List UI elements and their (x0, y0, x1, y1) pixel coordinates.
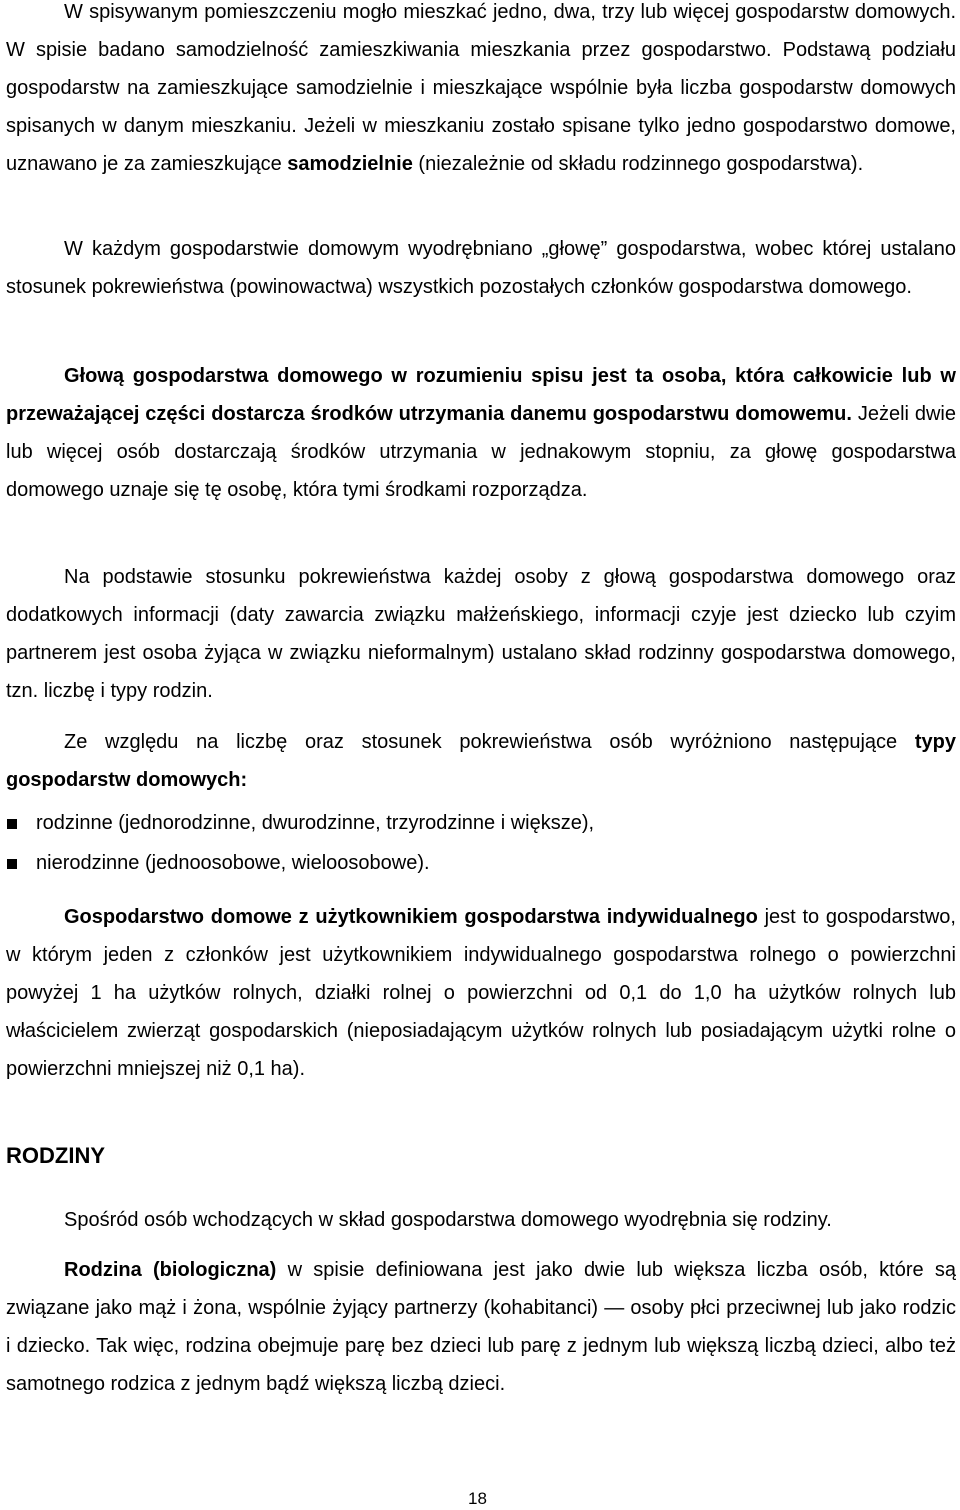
paragraph-farm-household (6, 898, 956, 1088)
bold-term-samodzielnie: samodzielnie (287, 153, 413, 175)
household-types-list (6, 804, 956, 882)
paragraph-head-definition (6, 357, 956, 509)
paragraph-head-of-household: W każdym gospodarstwie domowym wyodrębniano „głowę” gospodarstwa, wobec której ustalano stosunek pokrewieństwa (powinowactwa) wszystkich pozostałych członków gospodarstwa domowego. (6, 238, 956, 298)
paragraph-family-definition (6, 1251, 956, 1403)
bold-household-types: typy gospodarstw domowych: (6, 731, 956, 791)
bold-farm-household: Gospodarstwo domowe z użytkownikiem gospodarstwa indywidualnego (64, 906, 758, 928)
paragraph-text: W spisywanym pomieszczeniu mogło mieszkać jedno, dwa, trzy lub więcej gospodarstw domowych. W spisie badano samodzielność zamieszkiwania mieszkania przez gospodarstwo. Podstawą podziału gospodarstw na zamieszkujące samodzielnie i mieszkające wspólnie była liczba gospodarstw domowych spisanych w danym mieszkaniu. Jeżeli w mieszkaniu zostało spisane tylko jedno gospodarstwo domowe, uznawano je za zamieszkujące (6, 1, 956, 175)
bold-head-definition: Głową gospodarstwa domowego w rozumieniu spisu jest ta osoba, która całkowicie lub w przeważającej części dostarcza środków utrzymania danemu gospodarstwu domowemu. (6, 365, 956, 425)
paragraph-family-composition: Na podstawie stosunku pokrewieństwa każdej osoby z głową gospodarstwa domowego oraz dodatkowych informacji (daty zawarcia związku małżeńskiego, informacji czyje jest dziecko lub czyim partnerem jest osoba żyjąca w związku nieformalnym) ustalano skład rodzinny gospodarstwa domowego, tzn. liczbę i typy rodzin. (6, 566, 956, 702)
paragraph-text: w spisie definiowana jest jako dwie lub większa liczba osób, które są związane jako mąż i żona, wspólnie żyjący partnerzy (kohabitanci) — osoby płci przeciwnej lub jako rodzic i dziecko. Tak więc, rodzina obejmuje parę bez dzieci lub parę z jednym lub większą liczbą dzieci, albo też samotnego rodzica z jednym bądź większą liczbą dzieci. (6, 1259, 956, 1395)
list-item-text: nierodzinne (jednoosobowe, wieloosobowe). (36, 852, 430, 874)
paragraph-families-intro: Spośród osób wchodzących w skład gospodarstwa domowego wyodrębnia się rodziny. (64, 1209, 832, 1231)
square-bullet-icon (7, 819, 17, 829)
bold-family-term: Rodzina (biologiczna) (64, 1259, 277, 1281)
list-item (6, 804, 956, 842)
paragraph-text: jest to gospodarstwo, w którym jeden z członków jest użytkownikiem indywidualnego gospodarstwa rolnego o powierzchni powyżej 1 ha użytków rolnych, działki rolnej o powierzchni od 0,1 do 1,0 ha użytków rolnych lub właścicielem zwierząt gospodarskich (nieposiadającym użytków rolnych lub posiadającym użytki rolne o powierzchni mniejszej niż 0,1 ha). (6, 906, 956, 1080)
square-bullet-icon (7, 859, 17, 869)
paragraph-household-types (6, 723, 956, 799)
paragraph-text: Ze względu na liczbę oraz stosunek pokrewieństwa osób wyróżniono następujące (64, 731, 915, 753)
paragraph-text: Jeżeli dwie lub więcej osób dostarczają środków utrzymania w jednakowym stopniu, za głowę gospodarstwa domowego uznaje się tę osobę, która tymi środkami rozporządza. (6, 403, 956, 501)
paragraph-text-end: (niezależnie od składu rodzinnego gospodarstwa). (412, 153, 864, 175)
list-item-text: rodzinne (jednorodzinne, dwurodzinne, trzyrodzinne i większe), (36, 812, 595, 834)
section-heading: RODZINY (6, 1143, 105, 1168)
paragraph-household-count (6, 0, 956, 183)
list-item (6, 844, 956, 882)
page-number: 18 (468, 1489, 487, 1508)
